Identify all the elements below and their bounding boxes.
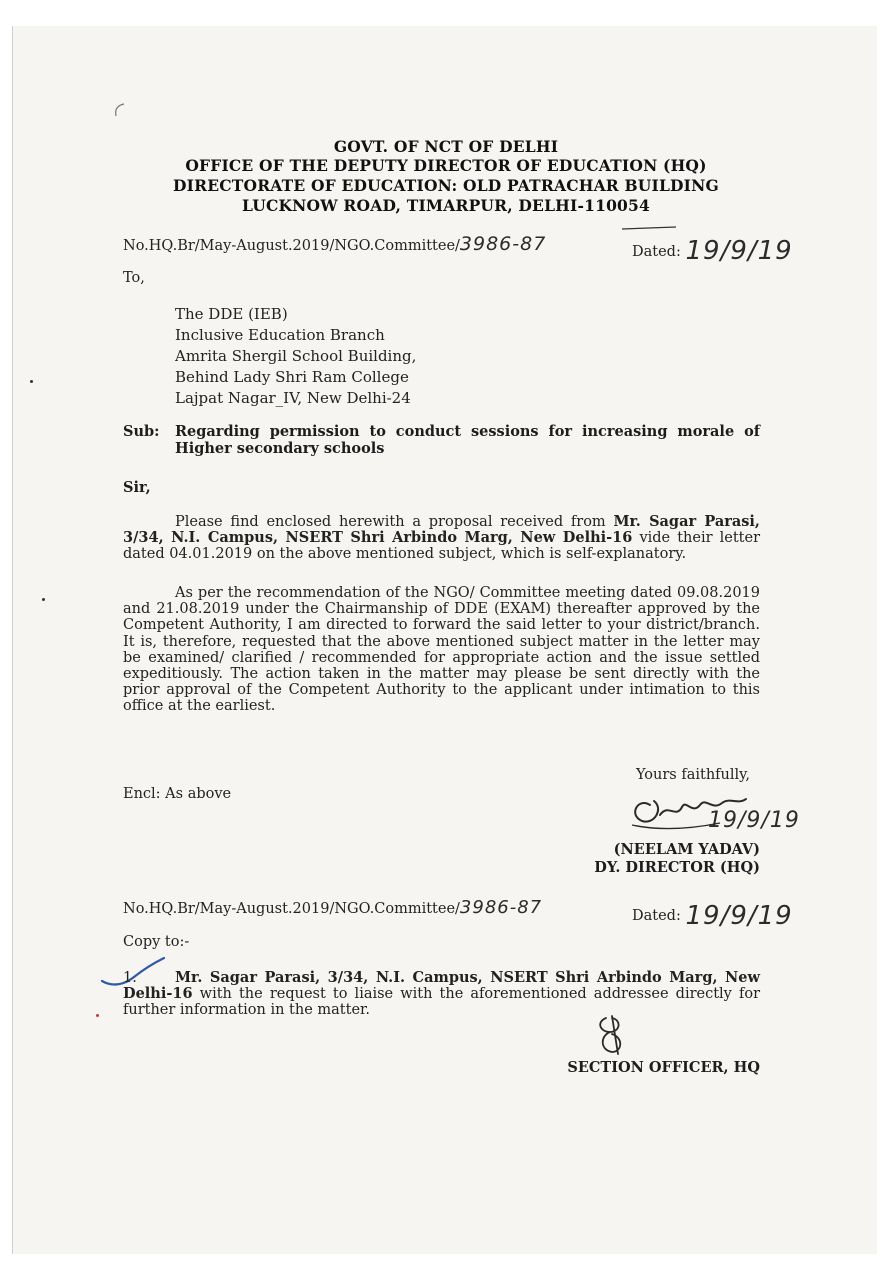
pen-stroke <box>620 225 680 231</box>
copy-reference-number <box>123 897 542 918</box>
section-officer: SECTION OFFICER, HQ <box>567 1059 760 1076</box>
copy-item-number: 1. <box>123 970 137 986</box>
copy-handwritten-date: 19/9/19 <box>685 901 793 931</box>
reference-handwritten-date: 19/9/19 <box>685 236 793 266</box>
closing: Yours faithfully, <box>636 767 751 783</box>
signatory-designation: DY. DIRECTOR (HQ) <box>594 859 760 876</box>
paragraph-1 <box>123 514 760 563</box>
reference-handwritten-number: 3986-87 <box>459 233 547 255</box>
addressee-line: Behind Lady Shri Ram College <box>175 368 409 386</box>
addressee-line: Lajpat Nagar_IV, New Delhi-24 <box>175 389 411 407</box>
scan-speck <box>30 380 33 383</box>
dated-label: Dated: <box>632 244 681 260</box>
paragraph-1-text-b: vide their letter dated 04.01.2019 on the above mentioned subject, which is self-explanatory. <box>123 530 760 563</box>
salutation: Sir, <box>123 479 151 496</box>
subject-label: Sub: <box>123 423 160 440</box>
addressee-line: Amrita Shergil School Building, <box>175 347 417 365</box>
scan-speck <box>42 598 45 601</box>
header-line-4: LUCKNOW ROAD, TIMARPUR, DELHI-110054 <box>241 196 651 215</box>
copy-reference-date <box>632 897 793 931</box>
reference-number <box>123 233 546 255</box>
initials-mark <box>592 1012 632 1058</box>
header-line-1: GOVT. OF NCT OF DELHI <box>333 137 559 156</box>
copy-item-1 <box>123 970 760 1019</box>
reference-date <box>632 233 793 266</box>
subject-line-1: Regarding permission to conduct sessions for increasing morale of <box>175 423 760 440</box>
header-line-2: OFFICE OF THE DEPUTY DIRECTOR OF EDUCATION (HQ) <box>185 156 707 175</box>
signature-handwritten-date: 19/9/19 <box>708 808 800 833</box>
header-line-3: DIRECTORATE OF EDUCATION: OLD PATRACHAR BUILDING <box>173 176 719 195</box>
copy-item-recipient: Mr. Sagar Parasi, 3/34, N.I. Campus, NSERT Shri Arbindo Marg, New Delhi-16 <box>123 969 760 1003</box>
signatory-name: (NEELAM YADAV) <box>613 841 760 858</box>
paragraph-1-applicant: Mr. Sagar Parasi, 3/34, N.I. Campus, NSERT Shri Arbindo Marg, New Delhi-16 <box>123 513 760 547</box>
subject-line-2: Higher secondary schools <box>175 440 385 457</box>
reference-prefix: No.HQ.Br/May-August.2019/NGO.Committee/ <box>123 238 460 254</box>
copy-reference-prefix: No.HQ.Br/May-August.2019/NGO.Committee/ <box>123 901 460 917</box>
addressee-line: The DDE (IEB) <box>175 305 288 323</box>
to-label: To, <box>123 270 145 286</box>
paragraph-1-text-a: Please find enclosed herewith a proposal received from <box>175 514 614 530</box>
copy-to-label: Copy to:- <box>123 934 190 950</box>
copy-reference-handwritten-number: 3986-87 <box>459 897 543 918</box>
enclosure: Encl: As above <box>123 786 232 802</box>
scan-speck <box>96 1014 99 1017</box>
paragraph-2: As per the recommendation of the NGO/ Committee meeting dated 09.08.2019 and 21.08.2019 under the Chairmanship of DDE (EXAM) thereafter approved by the Competent Authority, I am directed to forward the said letter to your district/branch. It is, therefore, requested that the above mentioned subject matter in the letter may be examined/ clarified / recommended for appropriate action and the issue settled expeditiously. The action taken in the matter may please be sent directly with the prior approval of the Competent Authority to the applicant under intimation to this office at the earliest. <box>123 585 760 715</box>
copy-dated-label: Dated: <box>632 908 681 924</box>
scan-mark <box>108 100 128 120</box>
copy-item-text: with the request to liaise with the aforementioned addressee directly for further information in the matter. <box>123 986 760 1019</box>
addressee-line: Inclusive Education Branch <box>175 326 385 344</box>
addressee-block <box>175 304 416 409</box>
